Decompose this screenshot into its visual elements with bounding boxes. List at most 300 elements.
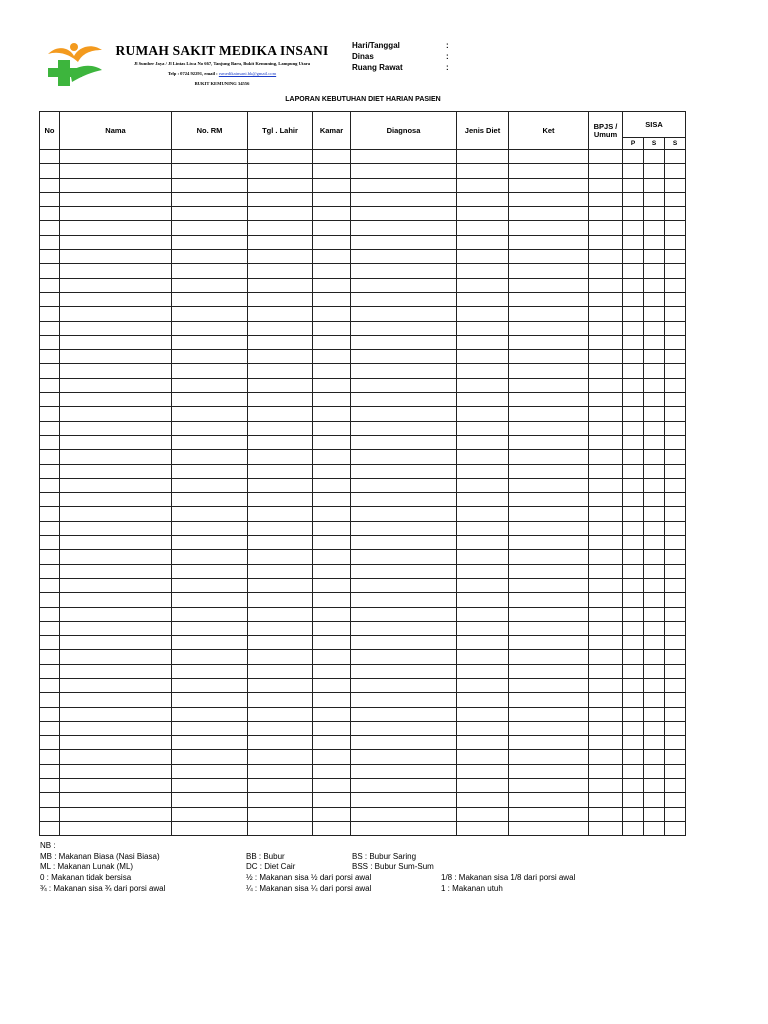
table-cell[interactable] bbox=[623, 421, 644, 435]
table-cell[interactable] bbox=[623, 793, 644, 807]
table-cell[interactable] bbox=[313, 493, 351, 507]
table-cell[interactable] bbox=[313, 621, 351, 635]
table-cell[interactable] bbox=[313, 464, 351, 478]
table-cell[interactable] bbox=[589, 235, 623, 249]
table-cell[interactable] bbox=[665, 779, 686, 793]
table-cell[interactable] bbox=[457, 578, 509, 592]
table-cell[interactable] bbox=[457, 407, 509, 421]
table-cell[interactable] bbox=[248, 764, 313, 778]
table-cell[interactable] bbox=[623, 521, 644, 535]
table-cell[interactable] bbox=[351, 593, 457, 607]
table-cell[interactable] bbox=[644, 821, 665, 835]
table-cell[interactable] bbox=[665, 821, 686, 835]
table-cell[interactable] bbox=[623, 593, 644, 607]
table-cell[interactable] bbox=[644, 750, 665, 764]
table-cell[interactable] bbox=[172, 393, 248, 407]
table-cell[interactable] bbox=[248, 464, 313, 478]
table-cell[interactable] bbox=[509, 707, 589, 721]
table-cell[interactable] bbox=[172, 678, 248, 692]
table-cell[interactable] bbox=[457, 264, 509, 278]
table-cell[interactable] bbox=[351, 564, 457, 578]
table-cell[interactable] bbox=[172, 450, 248, 464]
table-cell[interactable] bbox=[644, 721, 665, 735]
table-cell[interactable] bbox=[509, 750, 589, 764]
table-cell[interactable] bbox=[665, 650, 686, 664]
table-cell[interactable] bbox=[509, 264, 589, 278]
table-cell[interactable] bbox=[589, 464, 623, 478]
table-cell[interactable] bbox=[665, 350, 686, 364]
table-cell[interactable] bbox=[509, 607, 589, 621]
table-cell[interactable] bbox=[40, 536, 60, 550]
table-cell[interactable] bbox=[644, 593, 665, 607]
table-cell[interactable] bbox=[457, 335, 509, 349]
table-cell[interactable] bbox=[589, 621, 623, 635]
table-cell[interactable] bbox=[40, 450, 60, 464]
table-cell[interactable] bbox=[589, 793, 623, 807]
table-cell[interactable] bbox=[313, 607, 351, 621]
table-cell[interactable] bbox=[457, 779, 509, 793]
table-cell[interactable] bbox=[248, 821, 313, 835]
table-cell[interactable] bbox=[589, 636, 623, 650]
table-cell[interactable] bbox=[60, 664, 172, 678]
table-cell[interactable] bbox=[457, 307, 509, 321]
table-cell[interactable] bbox=[40, 178, 60, 192]
table-cell[interactable] bbox=[40, 507, 60, 521]
table-cell[interactable] bbox=[313, 550, 351, 564]
table-cell[interactable] bbox=[644, 321, 665, 335]
table-cell[interactable] bbox=[457, 164, 509, 178]
table-cell[interactable] bbox=[40, 421, 60, 435]
table-cell[interactable] bbox=[665, 521, 686, 535]
table-cell[interactable] bbox=[313, 564, 351, 578]
table-cell[interactable] bbox=[40, 764, 60, 778]
table-cell[interactable] bbox=[589, 393, 623, 407]
table-cell[interactable] bbox=[248, 664, 313, 678]
table-cell[interactable] bbox=[457, 721, 509, 735]
table-cell[interactable] bbox=[40, 736, 60, 750]
table-cell[interactable] bbox=[457, 621, 509, 635]
table-cell[interactable] bbox=[623, 335, 644, 349]
table-cell[interactable] bbox=[623, 536, 644, 550]
table-cell[interactable] bbox=[313, 793, 351, 807]
table-cell[interactable] bbox=[313, 593, 351, 607]
table-cell[interactable] bbox=[313, 393, 351, 407]
table-cell[interactable] bbox=[40, 750, 60, 764]
table-cell[interactable] bbox=[509, 578, 589, 592]
table-cell[interactable] bbox=[644, 235, 665, 249]
table-cell[interactable] bbox=[351, 607, 457, 621]
table-cell[interactable] bbox=[457, 378, 509, 392]
table-cell[interactable] bbox=[60, 578, 172, 592]
table-cell[interactable] bbox=[40, 150, 60, 164]
table-cell[interactable] bbox=[644, 636, 665, 650]
table-cell[interactable] bbox=[665, 693, 686, 707]
table-cell[interactable] bbox=[313, 321, 351, 335]
table-cell[interactable] bbox=[248, 192, 313, 206]
table-cell[interactable] bbox=[40, 350, 60, 364]
table-cell[interactable] bbox=[509, 278, 589, 292]
table-cell[interactable] bbox=[40, 521, 60, 535]
table-cell[interactable] bbox=[60, 407, 172, 421]
table-cell[interactable] bbox=[623, 292, 644, 306]
table-cell[interactable] bbox=[665, 421, 686, 435]
table-cell[interactable] bbox=[623, 478, 644, 492]
table-cell[interactable] bbox=[248, 636, 313, 650]
table-cell[interactable] bbox=[623, 393, 644, 407]
table-cell[interactable] bbox=[172, 821, 248, 835]
table-cell[interactable] bbox=[351, 292, 457, 306]
table-cell[interactable] bbox=[60, 536, 172, 550]
table-cell[interactable] bbox=[40, 793, 60, 807]
table-cell[interactable] bbox=[623, 564, 644, 578]
table-cell[interactable] bbox=[248, 164, 313, 178]
table-cell[interactable] bbox=[509, 335, 589, 349]
table-cell[interactable] bbox=[172, 721, 248, 735]
table-cell[interactable] bbox=[351, 450, 457, 464]
table-cell[interactable] bbox=[351, 636, 457, 650]
table-cell[interactable] bbox=[644, 550, 665, 564]
table-cell[interactable] bbox=[313, 264, 351, 278]
table-cell[interactable] bbox=[351, 750, 457, 764]
table-cell[interactable] bbox=[248, 350, 313, 364]
table-cell[interactable] bbox=[623, 221, 644, 235]
table-cell[interactable] bbox=[60, 621, 172, 635]
table-cell[interactable] bbox=[351, 478, 457, 492]
table-cell[interactable] bbox=[644, 564, 665, 578]
table-cell[interactable] bbox=[60, 464, 172, 478]
table-cell[interactable] bbox=[665, 478, 686, 492]
table-cell[interactable] bbox=[351, 707, 457, 721]
table-cell[interactable] bbox=[351, 350, 457, 364]
table-cell[interactable] bbox=[509, 178, 589, 192]
table-cell[interactable] bbox=[623, 693, 644, 707]
table-cell[interactable] bbox=[665, 678, 686, 692]
table-cell[interactable] bbox=[509, 664, 589, 678]
table-cell[interactable] bbox=[248, 335, 313, 349]
table-cell[interactable] bbox=[248, 521, 313, 535]
table-cell[interactable] bbox=[644, 764, 665, 778]
table-cell[interactable] bbox=[313, 407, 351, 421]
table-cell[interactable] bbox=[60, 478, 172, 492]
table-cell[interactable] bbox=[351, 650, 457, 664]
table-cell[interactable] bbox=[248, 793, 313, 807]
table-cell[interactable] bbox=[509, 636, 589, 650]
table-cell[interactable] bbox=[509, 821, 589, 835]
table-cell[interactable] bbox=[248, 607, 313, 621]
table-cell[interactable] bbox=[172, 621, 248, 635]
table-cell[interactable] bbox=[172, 578, 248, 592]
table-cell[interactable] bbox=[509, 764, 589, 778]
table-cell[interactable] bbox=[60, 378, 172, 392]
table-cell[interactable] bbox=[351, 435, 457, 449]
table-cell[interactable] bbox=[644, 407, 665, 421]
table-cell[interactable] bbox=[248, 736, 313, 750]
table-cell[interactable] bbox=[589, 350, 623, 364]
table-cell[interactable] bbox=[623, 621, 644, 635]
table-cell[interactable] bbox=[60, 607, 172, 621]
table-cell[interactable] bbox=[248, 235, 313, 249]
table-cell[interactable] bbox=[589, 378, 623, 392]
table-cell[interactable] bbox=[60, 593, 172, 607]
table-cell[interactable] bbox=[457, 564, 509, 578]
table-cell[interactable] bbox=[509, 192, 589, 206]
table-cell[interactable] bbox=[248, 321, 313, 335]
table-cell[interactable] bbox=[589, 607, 623, 621]
table-cell[interactable] bbox=[589, 178, 623, 192]
email-link[interactable]: rsmedikainsani.bk@gmail.com bbox=[218, 71, 277, 76]
table-cell[interactable] bbox=[457, 736, 509, 750]
table-cell[interactable] bbox=[248, 650, 313, 664]
table-cell[interactable] bbox=[351, 164, 457, 178]
table-cell[interactable] bbox=[457, 178, 509, 192]
table-cell[interactable] bbox=[40, 235, 60, 249]
table-cell[interactable] bbox=[172, 421, 248, 435]
table-cell[interactable] bbox=[589, 707, 623, 721]
table-cell[interactable] bbox=[248, 536, 313, 550]
table-cell[interactable] bbox=[248, 779, 313, 793]
table-cell[interactable] bbox=[623, 178, 644, 192]
table-cell[interactable] bbox=[589, 779, 623, 793]
table-cell[interactable] bbox=[172, 192, 248, 206]
table-cell[interactable] bbox=[248, 421, 313, 435]
table-cell[interactable] bbox=[313, 678, 351, 692]
table-cell[interactable] bbox=[644, 536, 665, 550]
table-cell[interactable] bbox=[457, 250, 509, 264]
table-cell[interactable] bbox=[644, 292, 665, 306]
table-cell[interactable] bbox=[351, 664, 457, 678]
table-cell[interactable] bbox=[509, 350, 589, 364]
table-cell[interactable] bbox=[313, 435, 351, 449]
table-cell[interactable] bbox=[248, 278, 313, 292]
table-cell[interactable] bbox=[644, 507, 665, 521]
table-cell[interactable] bbox=[509, 779, 589, 793]
table-cell[interactable] bbox=[60, 435, 172, 449]
table-cell[interactable] bbox=[665, 564, 686, 578]
table-cell[interactable] bbox=[457, 821, 509, 835]
table-cell[interactable] bbox=[351, 536, 457, 550]
table-cell[interactable] bbox=[313, 650, 351, 664]
table-cell[interactable] bbox=[172, 321, 248, 335]
table-cell[interactable] bbox=[313, 736, 351, 750]
table-cell[interactable] bbox=[644, 707, 665, 721]
table-cell[interactable] bbox=[351, 807, 457, 821]
table-cell[interactable] bbox=[457, 478, 509, 492]
table-cell[interactable] bbox=[40, 779, 60, 793]
table-cell[interactable] bbox=[509, 307, 589, 321]
table-cell[interactable] bbox=[623, 235, 644, 249]
table-cell[interactable] bbox=[172, 807, 248, 821]
table-cell[interactable] bbox=[60, 721, 172, 735]
table-cell[interactable] bbox=[172, 550, 248, 564]
table-cell[interactable] bbox=[60, 292, 172, 306]
table-cell[interactable] bbox=[40, 464, 60, 478]
table-cell[interactable] bbox=[172, 407, 248, 421]
table-cell[interactable] bbox=[665, 393, 686, 407]
table-cell[interactable] bbox=[665, 207, 686, 221]
table-cell[interactable] bbox=[644, 779, 665, 793]
table-cell[interactable] bbox=[644, 678, 665, 692]
table-cell[interactable] bbox=[172, 664, 248, 678]
table-cell[interactable] bbox=[351, 150, 457, 164]
table-cell[interactable] bbox=[248, 593, 313, 607]
table-cell[interactable] bbox=[665, 221, 686, 235]
table-cell[interactable] bbox=[623, 493, 644, 507]
table-cell[interactable] bbox=[351, 207, 457, 221]
table-cell[interactable] bbox=[665, 321, 686, 335]
table-cell[interactable] bbox=[665, 264, 686, 278]
table-cell[interactable] bbox=[623, 378, 644, 392]
table-cell[interactable] bbox=[351, 278, 457, 292]
table-cell[interactable] bbox=[60, 750, 172, 764]
table-cell[interactable] bbox=[457, 292, 509, 306]
table-cell[interactable] bbox=[644, 607, 665, 621]
table-cell[interactable] bbox=[589, 507, 623, 521]
table-cell[interactable] bbox=[623, 364, 644, 378]
table-cell[interactable] bbox=[313, 250, 351, 264]
table-cell[interactable] bbox=[60, 636, 172, 650]
table-cell[interactable] bbox=[665, 636, 686, 650]
table-cell[interactable] bbox=[172, 364, 248, 378]
table-cell[interactable] bbox=[623, 578, 644, 592]
table-cell[interactable] bbox=[457, 350, 509, 364]
table-cell[interactable] bbox=[351, 307, 457, 321]
table-cell[interactable] bbox=[644, 578, 665, 592]
table-cell[interactable] bbox=[509, 650, 589, 664]
table-cell[interactable] bbox=[665, 793, 686, 807]
table-cell[interactable] bbox=[248, 250, 313, 264]
table-cell[interactable] bbox=[665, 721, 686, 735]
table-cell[interactable] bbox=[623, 150, 644, 164]
table-cell[interactable] bbox=[248, 450, 313, 464]
table-cell[interactable] bbox=[589, 335, 623, 349]
table-cell[interactable] bbox=[248, 292, 313, 306]
table-cell[interactable] bbox=[623, 650, 644, 664]
table-cell[interactable] bbox=[248, 807, 313, 821]
table-cell[interactable] bbox=[313, 707, 351, 721]
table-cell[interactable] bbox=[172, 207, 248, 221]
table-cell[interactable] bbox=[665, 164, 686, 178]
table-cell[interactable] bbox=[40, 364, 60, 378]
table-cell[interactable] bbox=[623, 435, 644, 449]
table-cell[interactable] bbox=[248, 393, 313, 407]
table-cell[interactable] bbox=[313, 478, 351, 492]
table-cell[interactable] bbox=[351, 736, 457, 750]
table-cell[interactable] bbox=[172, 507, 248, 521]
table-cell[interactable] bbox=[457, 221, 509, 235]
table-cell[interactable] bbox=[509, 292, 589, 306]
table-cell[interactable] bbox=[623, 250, 644, 264]
table-cell[interactable] bbox=[644, 807, 665, 821]
table-cell[interactable] bbox=[313, 693, 351, 707]
table-cell[interactable] bbox=[589, 750, 623, 764]
table-cell[interactable] bbox=[351, 393, 457, 407]
table-cell[interactable] bbox=[457, 364, 509, 378]
table-cell[interactable] bbox=[589, 192, 623, 206]
table-cell[interactable] bbox=[60, 550, 172, 564]
table-cell[interactable] bbox=[248, 721, 313, 735]
table-cell[interactable] bbox=[589, 650, 623, 664]
table-cell[interactable] bbox=[457, 793, 509, 807]
table-cell[interactable] bbox=[60, 450, 172, 464]
table-cell[interactable] bbox=[509, 564, 589, 578]
table-cell[interactable] bbox=[509, 435, 589, 449]
table-cell[interactable] bbox=[665, 307, 686, 321]
table-cell[interactable] bbox=[644, 350, 665, 364]
table-cell[interactable] bbox=[644, 335, 665, 349]
table-cell[interactable] bbox=[457, 192, 509, 206]
table-cell[interactable] bbox=[589, 421, 623, 435]
table-cell[interactable] bbox=[313, 521, 351, 535]
table-cell[interactable] bbox=[351, 550, 457, 564]
table-cell[interactable] bbox=[623, 636, 644, 650]
table-cell[interactable] bbox=[644, 164, 665, 178]
table-cell[interactable] bbox=[313, 192, 351, 206]
table-cell[interactable] bbox=[313, 664, 351, 678]
table-cell[interactable] bbox=[644, 435, 665, 449]
table-cell[interactable] bbox=[40, 378, 60, 392]
table-cell[interactable] bbox=[623, 807, 644, 821]
table-cell[interactable] bbox=[644, 478, 665, 492]
table-cell[interactable] bbox=[644, 464, 665, 478]
table-cell[interactable] bbox=[665, 178, 686, 192]
table-cell[interactable] bbox=[644, 421, 665, 435]
table-cell[interactable] bbox=[644, 693, 665, 707]
table-cell[interactable] bbox=[313, 364, 351, 378]
table-cell[interactable] bbox=[623, 721, 644, 735]
table-cell[interactable] bbox=[60, 779, 172, 793]
table-cell[interactable] bbox=[589, 578, 623, 592]
table-cell[interactable] bbox=[644, 178, 665, 192]
table-cell[interactable] bbox=[644, 793, 665, 807]
table-cell[interactable] bbox=[60, 678, 172, 692]
table-cell[interactable] bbox=[40, 707, 60, 721]
table-cell[interactable] bbox=[644, 192, 665, 206]
table-cell[interactable] bbox=[172, 521, 248, 535]
table-cell[interactable] bbox=[172, 235, 248, 249]
table-cell[interactable] bbox=[644, 278, 665, 292]
table-cell[interactable] bbox=[172, 335, 248, 349]
table-cell[interactable] bbox=[623, 264, 644, 278]
table-cell[interactable] bbox=[172, 793, 248, 807]
table-cell[interactable] bbox=[589, 764, 623, 778]
table-cell[interactable] bbox=[60, 493, 172, 507]
table-cell[interactable] bbox=[509, 693, 589, 707]
table-cell[interactable] bbox=[457, 678, 509, 692]
table-cell[interactable] bbox=[40, 250, 60, 264]
table-cell[interactable] bbox=[351, 764, 457, 778]
table-cell[interactable] bbox=[665, 493, 686, 507]
table-cell[interactable] bbox=[40, 564, 60, 578]
table-cell[interactable] bbox=[644, 664, 665, 678]
table-cell[interactable] bbox=[665, 378, 686, 392]
table-cell[interactable] bbox=[40, 164, 60, 178]
table-cell[interactable] bbox=[172, 593, 248, 607]
table-cell[interactable] bbox=[589, 564, 623, 578]
table-cell[interactable] bbox=[40, 607, 60, 621]
table-cell[interactable] bbox=[589, 150, 623, 164]
table-cell[interactable] bbox=[60, 221, 172, 235]
table-cell[interactable] bbox=[589, 435, 623, 449]
table-cell[interactable] bbox=[172, 736, 248, 750]
table-cell[interactable] bbox=[623, 321, 644, 335]
table-cell[interactable] bbox=[351, 235, 457, 249]
table-cell[interactable] bbox=[665, 335, 686, 349]
table-cell[interactable] bbox=[60, 650, 172, 664]
table-cell[interactable] bbox=[40, 321, 60, 335]
table-cell[interactable] bbox=[172, 264, 248, 278]
table-cell[interactable] bbox=[172, 764, 248, 778]
table-cell[interactable] bbox=[623, 450, 644, 464]
